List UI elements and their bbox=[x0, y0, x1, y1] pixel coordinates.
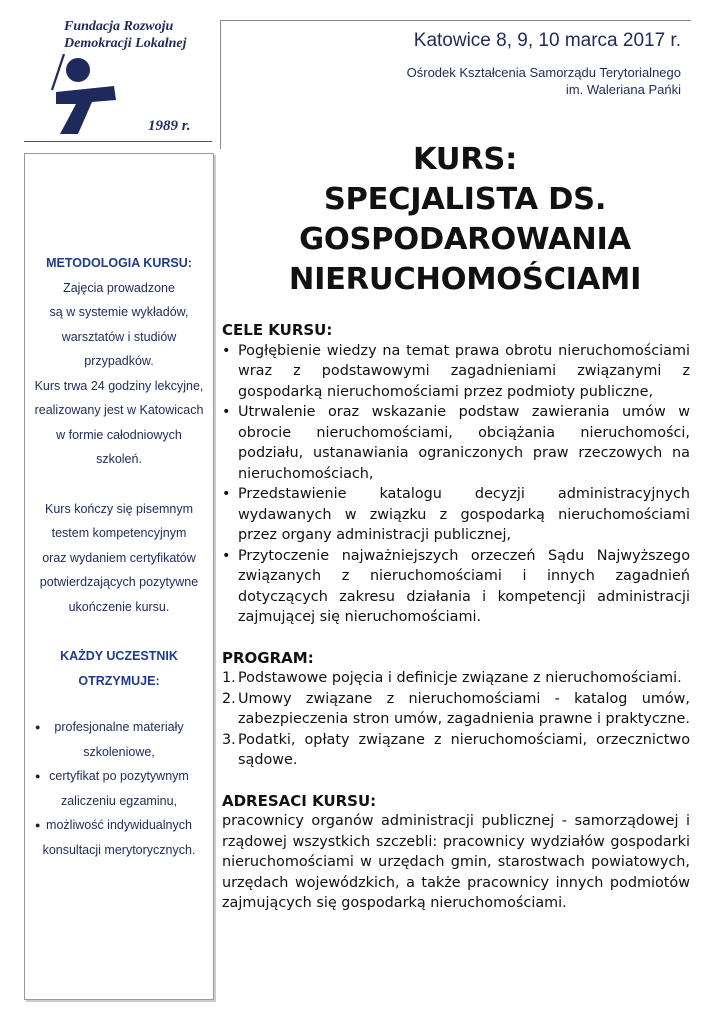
logo-figure-icon bbox=[50, 54, 130, 136]
program-item-text: Podatki, opłaty związane z nieruchomościami, orzecznictwo sądowe. bbox=[238, 731, 690, 768]
event-date: Katowice 8, 9, 10 marca 2017 r. bbox=[413, 30, 681, 51]
logo-org-line1: Fundacja Rozwoju bbox=[64, 19, 174, 34]
cele-heading: CELE KURSU: bbox=[222, 321, 333, 339]
benefit-line1: certyfikat po pozytywnym bbox=[49, 769, 189, 783]
metodologia-line: Zajęcia prowadzone bbox=[63, 280, 175, 295]
institution-name bbox=[407, 64, 681, 98]
exam-line: potwierdzających pozytywne bbox=[39, 575, 199, 589]
cele-list bbox=[222, 341, 690, 628]
list-item bbox=[222, 341, 690, 403]
uczestnik-heading-line1: KAŻDY UCZESTNIK bbox=[60, 649, 178, 663]
metodologia-line: przypadków. bbox=[84, 354, 154, 368]
bullet-icon: • bbox=[222, 342, 231, 359]
metodologia-line: w formie całodniowych bbox=[56, 427, 182, 442]
metodologia-line: realizowany jest w Katowicach bbox=[34, 403, 204, 417]
adresaci-heading: ADRESACI KURSU: bbox=[222, 791, 377, 810]
bullet-icon: • bbox=[222, 547, 231, 564]
course-title bbox=[222, 140, 708, 300]
logo-org-line2: Demokracji Lokalnej bbox=[64, 36, 187, 51]
list-item bbox=[25, 764, 213, 813]
program-list bbox=[222, 668, 690, 771]
metodologia-text bbox=[25, 276, 213, 472]
logo-year: 1989 r. bbox=[148, 118, 191, 134]
list-item bbox=[25, 813, 213, 862]
item-number: 1. bbox=[222, 670, 236, 686]
main-content bbox=[222, 320, 690, 914]
bullet-icon: ● bbox=[35, 722, 41, 732]
benefit-line2: zaliczeniu egzaminu, bbox=[60, 793, 178, 808]
logo-organization-name bbox=[64, 18, 214, 52]
exam-text bbox=[25, 497, 213, 620]
institution-line2: im. Waleriana Pańki bbox=[565, 82, 681, 97]
bullet-icon: • bbox=[222, 486, 231, 502]
bullet-icon: ● bbox=[35, 820, 41, 830]
metodologia-line: szkoleń. bbox=[96, 452, 142, 466]
metodologia-line: warsztatów i studiów bbox=[61, 329, 177, 344]
exam-line: oraz wydaniem certyfikatów bbox=[42, 550, 196, 565]
list-item bbox=[222, 668, 690, 689]
program-heading: PROGRAM: bbox=[222, 648, 314, 667]
benefit-line2: konsultacji merytorycznych. bbox=[42, 842, 196, 857]
title-line: GOSPODAROWANIA bbox=[299, 222, 631, 257]
list-item bbox=[25, 715, 213, 764]
list-item bbox=[222, 546, 690, 628]
metodologia-line: są w systemie wykładów, bbox=[49, 305, 189, 319]
benefit-line1: możliwość indywidualnych bbox=[46, 818, 192, 832]
bullet-icon: ● bbox=[35, 771, 41, 781]
title-line: NIERUCHOMOŚCIAMI bbox=[288, 262, 642, 297]
logo-divider bbox=[24, 141, 212, 142]
program-item-text: Podstawowe pojęcia i definicje związane z nieruchomościami. bbox=[238, 670, 682, 686]
exam-line: testem kompetencyjnym bbox=[51, 526, 187, 540]
benefit-line1: profesjonalne materiały bbox=[54, 720, 184, 734]
bullet-icon: • bbox=[222, 404, 231, 420]
list-item bbox=[222, 689, 690, 730]
exam-line: ukończenie kursu. bbox=[68, 599, 170, 614]
cele-item-text: Utrwalenie oraz wskazanie podstaw zawierania umów w obrocie nieruchomościami, obciążania nieruchomości, podziału, ustanawiania ograniczonych praw rzeczowych na nieruchomościach, bbox=[238, 404, 690, 482]
list-item bbox=[222, 484, 690, 546]
title-line: SPECJALISTA DS. bbox=[323, 182, 607, 217]
sidebar-info-box bbox=[24, 153, 214, 1000]
adresaci-text: pracownicy organów administracji publicznej - samorządowej i rządowej wszystkich szczebli: pracownicy wydziałów gospodarki nieruchomościami w urzędach gmin, starostwach powiatowych, urzędach wojewódzkich, a także pracownicy innych podmiotów zajmujących się gospodarką nieruchomościami. bbox=[222, 813, 690, 911]
institution-line1: Ośrodek Kształcenia Samorządu Terytorialnego bbox=[406, 65, 681, 80]
metodologia-heading: METODOLOGIA KURSU: bbox=[46, 256, 192, 270]
cele-item-text: Pogłębienie wiedzy na temat prawa obrotu nieruchomościami wraz z podstawowymi zagadnieniami związanymi z gospodarką nieruchomościami przez podmioty publiczne, bbox=[238, 342, 690, 400]
metodologia-line: Kurs trwa 24 godziny lekcyjne, bbox=[34, 378, 204, 393]
list-item bbox=[222, 730, 690, 771]
benefits-list bbox=[25, 715, 213, 862]
program-item-text: Umowy związane z nieruchomościami - katalog umów, zabezpieczenia stron umów, zagadnienia prawne i praktyczne. bbox=[238, 690, 690, 727]
cele-item-text: Przytoczenie najważniejszych orzeczeń Sądu Najwyższego związanych z nieruchomościami i innych zagadnień dotyczących zakresu działania i kompetencji administracji zajmującej się nieruchomościami. bbox=[238, 547, 690, 625]
item-number: 3. bbox=[222, 731, 236, 748]
list-item bbox=[222, 402, 690, 484]
uczestnik-heading-line2: OTRZYMUJE: bbox=[78, 673, 160, 688]
cele-item-text: Przedstawienie katalogu decyzji administracyjnych wydawanych w związku z gospodarką nieruchomościami przez organy administracji publicznej, bbox=[238, 486, 690, 543]
item-number: 2. bbox=[222, 690, 236, 707]
title-line: KURS: bbox=[412, 142, 517, 177]
exam-line: Kurs kończy się pisemnym bbox=[45, 501, 193, 516]
benefit-line2: szkoleniowe, bbox=[83, 744, 155, 759]
